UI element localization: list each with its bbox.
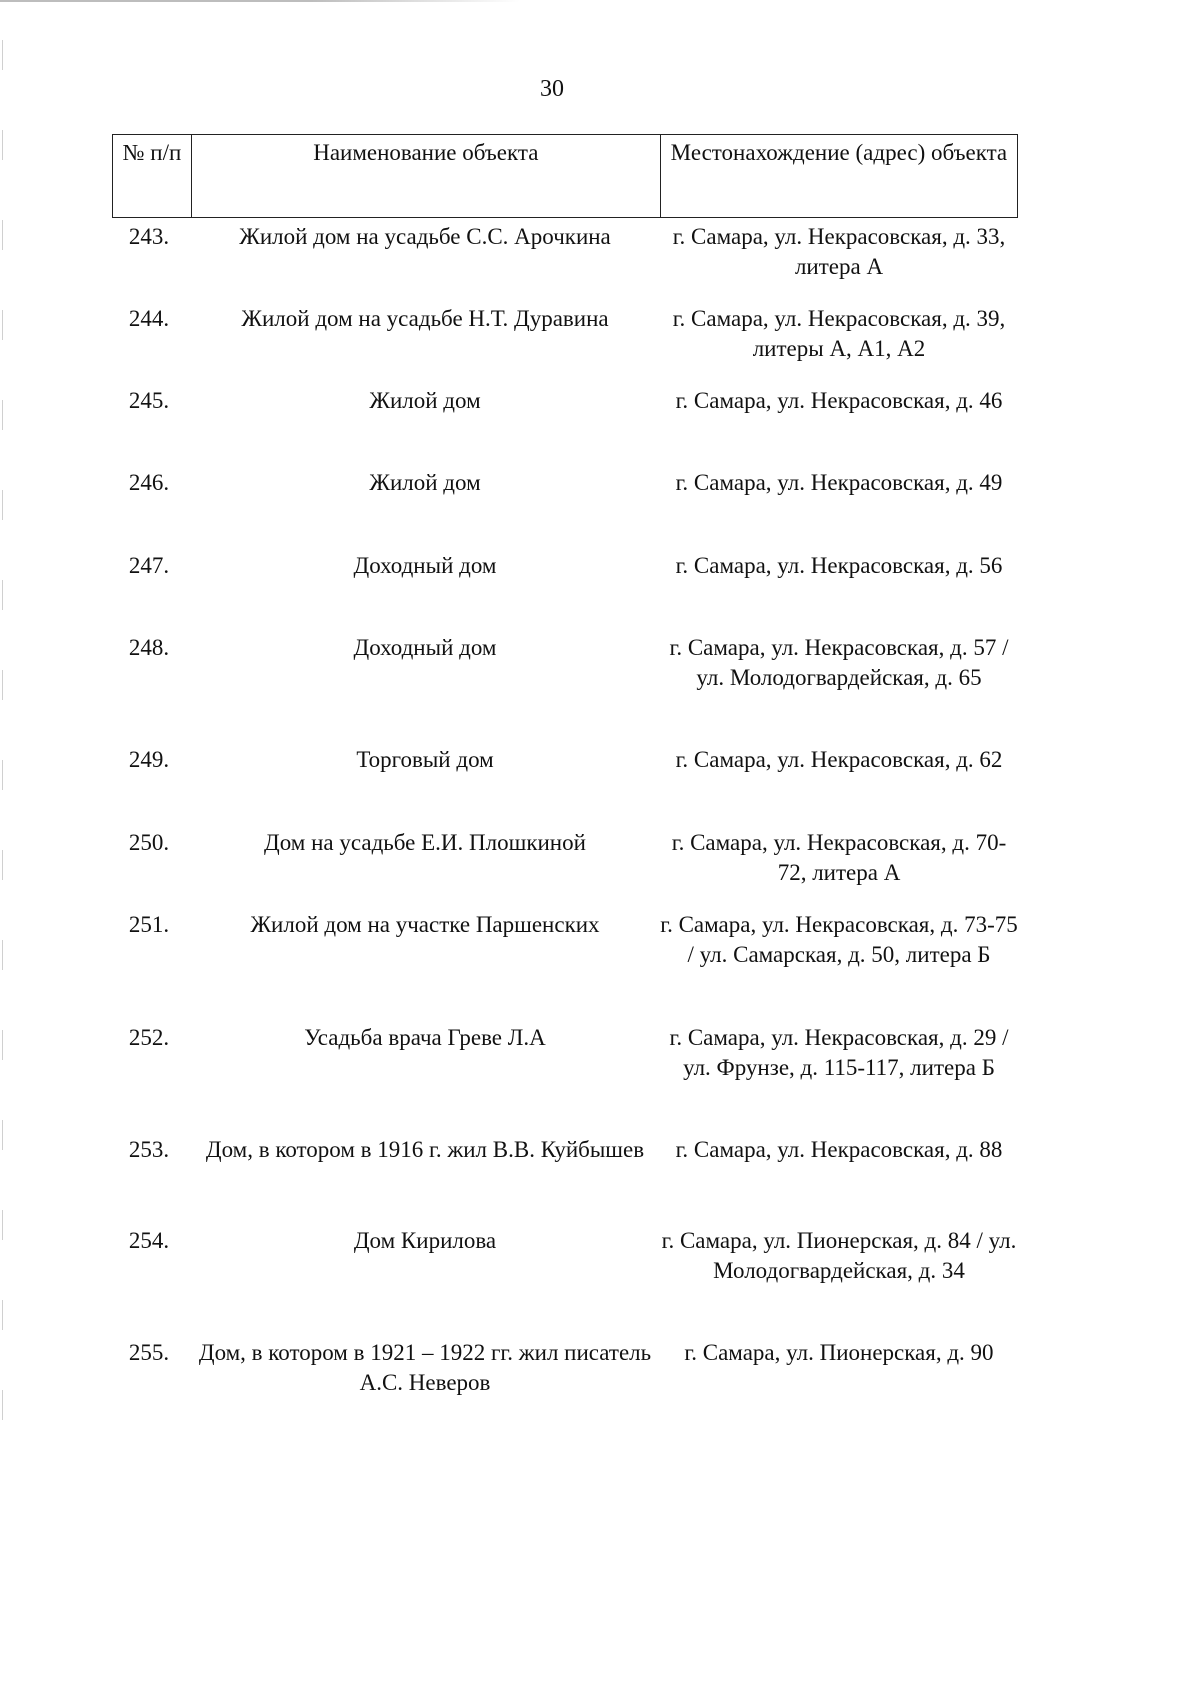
row-name: Доходный дом bbox=[353, 635, 497, 660]
table-row bbox=[112, 468, 1018, 498]
row-address: г. Самара, ул. Некрасовская, д. 88 bbox=[675, 1137, 1003, 1162]
header-address: Местонахождение (адрес) объекта bbox=[660, 135, 1017, 217]
row-number: 243. bbox=[128, 224, 170, 249]
table-row bbox=[112, 386, 1018, 416]
table-row bbox=[112, 633, 1018, 693]
table-row bbox=[112, 745, 1018, 775]
row-address: г. Самара, ул. Некрасовская, д. 39, литеры А, А1, А2 bbox=[672, 306, 1006, 361]
table-row bbox=[112, 1023, 1018, 1083]
row-name: Доходный дом bbox=[353, 553, 497, 578]
row-address: г. Самара, ул. Некрасовская, д. 56 bbox=[675, 553, 1003, 578]
row-name: Дом, в котором в 1916 г. жил В.В. Куйбышев bbox=[205, 1137, 645, 1162]
row-address: г. Самара, ул. Некрасовская, д. 70-72, литера А bbox=[671, 830, 1007, 885]
row-number: 250. bbox=[128, 830, 170, 855]
scan-edge-left bbox=[2, 40, 3, 1480]
row-name: Жилой дом на участке Паршенских bbox=[250, 912, 600, 937]
row-number: 248. bbox=[128, 635, 170, 660]
row-name: Усадьба врача Греве Л.А bbox=[304, 1025, 546, 1050]
row-address: г. Самара, ул. Некрасовская, д. 49 bbox=[675, 470, 1003, 495]
row-address: г. Самара, ул. Некрасовская, д. 46 bbox=[675, 388, 1003, 413]
row-number: 244. bbox=[128, 306, 170, 331]
header-name: Наименование объекта bbox=[191, 135, 660, 217]
row-number: 253. bbox=[128, 1137, 170, 1162]
row-address: г. Самара, ул. Некрасовская, д. 62 bbox=[675, 747, 1003, 772]
row-number: 245. bbox=[128, 388, 170, 413]
table-row bbox=[112, 1338, 1018, 1398]
row-number: 255. bbox=[128, 1340, 170, 1365]
row-number: 249. bbox=[128, 747, 170, 772]
table-row bbox=[112, 551, 1018, 581]
page-number: 30 bbox=[540, 76, 564, 102]
objects-table bbox=[112, 134, 1018, 1395]
row-address: г. Самара, ул. Некрасовская, д. 57 / ул. Молодогвардейская, д. 65 bbox=[669, 635, 1009, 690]
table-row bbox=[112, 222, 1018, 282]
table-row bbox=[112, 910, 1018, 970]
row-name: Дом Кирилова bbox=[353, 1228, 497, 1253]
row-name: Жилой дом bbox=[369, 470, 481, 495]
row-number: 246. bbox=[128, 470, 170, 495]
row-name: Жилой дом на усадьбе С.С. Арочкина bbox=[239, 224, 611, 249]
row-number: 247. bbox=[128, 553, 170, 578]
table-row bbox=[112, 828, 1018, 888]
row-address: г. Самара, ул. Некрасовская, д. 73-75 / ул. Самарская, д. 50, литера Б bbox=[660, 912, 1018, 967]
table-row bbox=[112, 1226, 1018, 1286]
row-name: Жилой дом bbox=[369, 388, 481, 413]
table-row bbox=[112, 304, 1018, 364]
row-address: г. Самара, ул. Пионерская, д. 84 / ул. Молодогвардейская, д. 34 bbox=[661, 1228, 1017, 1283]
row-name: Торговый дом bbox=[356, 747, 494, 772]
table-header bbox=[112, 134, 1018, 218]
row-address: г. Самара, ул. Некрасовская, д. 29 / ул. Фрунзе, д. 115-117, литера Б bbox=[669, 1025, 1009, 1080]
row-number: 252. bbox=[128, 1025, 170, 1050]
row-name: Дом на усадьбе Е.И. Плошкиной bbox=[264, 830, 586, 855]
row-number: 254. bbox=[128, 1228, 170, 1253]
table-row bbox=[112, 1135, 1018, 1165]
header-number: № п/п bbox=[122, 140, 182, 165]
row-number: 251. bbox=[128, 912, 170, 937]
scan-edge-top bbox=[0, 0, 520, 2]
row-name: Дом, в котором в 1921 – 1922 гг. жил писатель А.С. Неверов bbox=[198, 1340, 652, 1395]
row-address: г. Самара, ул. Пионерская, д. 90 bbox=[684, 1340, 994, 1365]
row-name: Жилой дом на усадьбе Н.Т. Дуравина bbox=[241, 306, 609, 331]
row-address: г. Самара, ул. Некрасовская, д. 33, литера А bbox=[672, 224, 1006, 279]
